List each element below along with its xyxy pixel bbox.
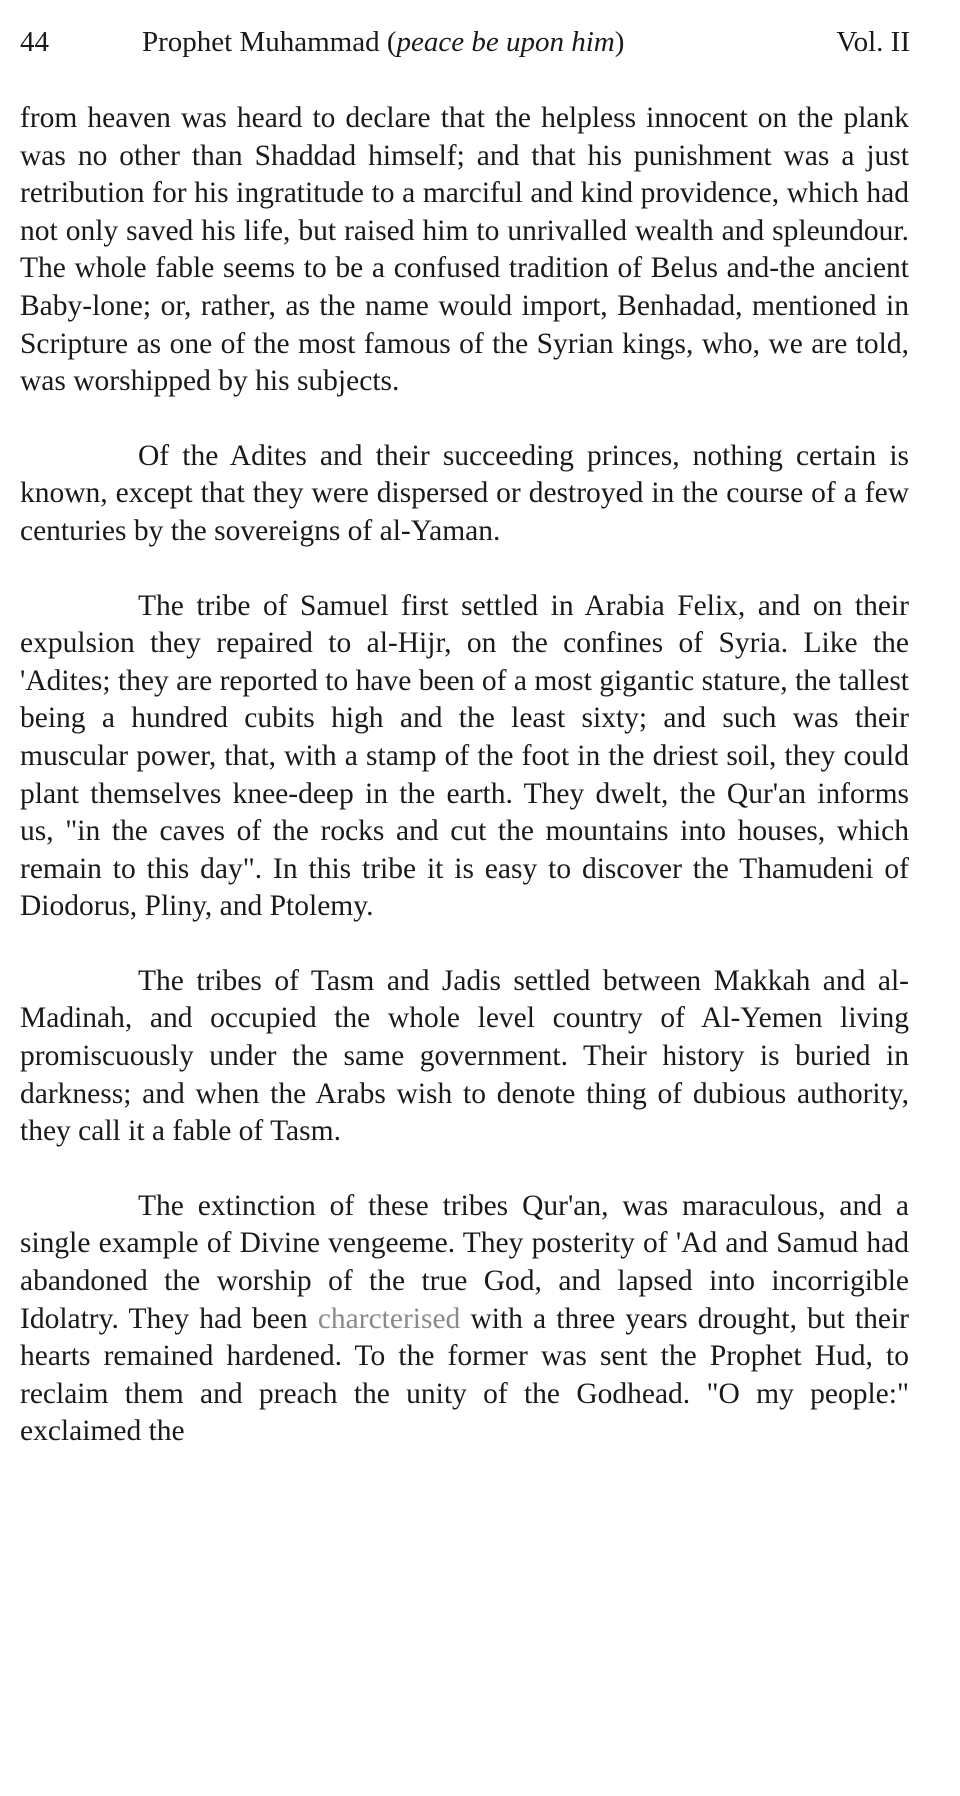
paragraph-5 (20, 1188, 909, 1451)
paragraph-1: from heaven was heard to declare that the helpless innocent on the plank was no other than Shaddad himself; and that his punishment was a just retribution for his ingratitude to a marciful and kind providence, which had not only saved his life, but raised him to unrivalled wealth and spleundour. The whole fable seems to be a confused tradition of Belus and-the ancient Baby-lone; or, rather, as the name would import, Benhadad, mentioned in Scripture as one of the most famous of the Syrian kings, who, we are told, was worshipped by his subjects. (20, 102, 909, 398)
paragraph-5-part-1: The extinction of these tribes Qur'an, was maraculous, and a single example of Divine vengeeme. They posterity of 'Ad and Samud had abandoned the worship of the true God, and lapsed into incorrigible Idolatry. They had been (20, 1189, 909, 1335)
paragraph-3: The tribe of Samuel first settled in Arabia Felix, and on their expulsion they repaired to al-Hijr, on the confines of Syria. Like the 'Adites; they are reported to have been of a most gigantic stature, the tallest being a hundred cubits high and the least sixty; and such was their muscular power, that, with a stamp of the foot in the driest soil, they could plant themselves knee-deep in the earth. They dwelt, the Qur'an informs us, "in the caves of the rocks and cut the mountains into houses, which remain to this day". In this tribe it is easy to discover the Thamudeni of Diodorus, Pliny, and Ptolemy. (20, 589, 909, 923)
paragraph-2: Of the Adites and their succeeding princes, nothing certain is known, except that they were dispersed or destroyed in the course of a few centuries by the sovereigns of al-Yaman. (20, 439, 909, 547)
running-title-plain: Prophet Muhammad ( (142, 26, 397, 58)
paragraph-4: The tribes of Tasm and Jadis settled between Makkah and al-Madinah, and occupied the whole level country of Al-Yemen living promiscuously under the same government. Their history is buried in darkness; and when the Arabs wish to denote thing of dubious authority, they call it a fable of Tasm. (20, 964, 909, 1148)
faded-word: charcterised (317, 1302, 461, 1335)
page-number: 44 (20, 26, 49, 58)
running-title (142, 22, 624, 62)
volume-label: Vol. II (836, 26, 910, 58)
body-text (20, 100, 909, 1451)
page-header (20, 22, 910, 62)
paragraph-5-part-2: with a three years drought, but their hearts remained hardened. To the former was sent the Prophet Hud, to reclaim them and preach the unity of the Godhead. "O my people:" exclaimed the (20, 1302, 910, 1448)
running-title-close: ) (614, 26, 625, 58)
running-title-italic: peace be upon him (396, 26, 615, 58)
